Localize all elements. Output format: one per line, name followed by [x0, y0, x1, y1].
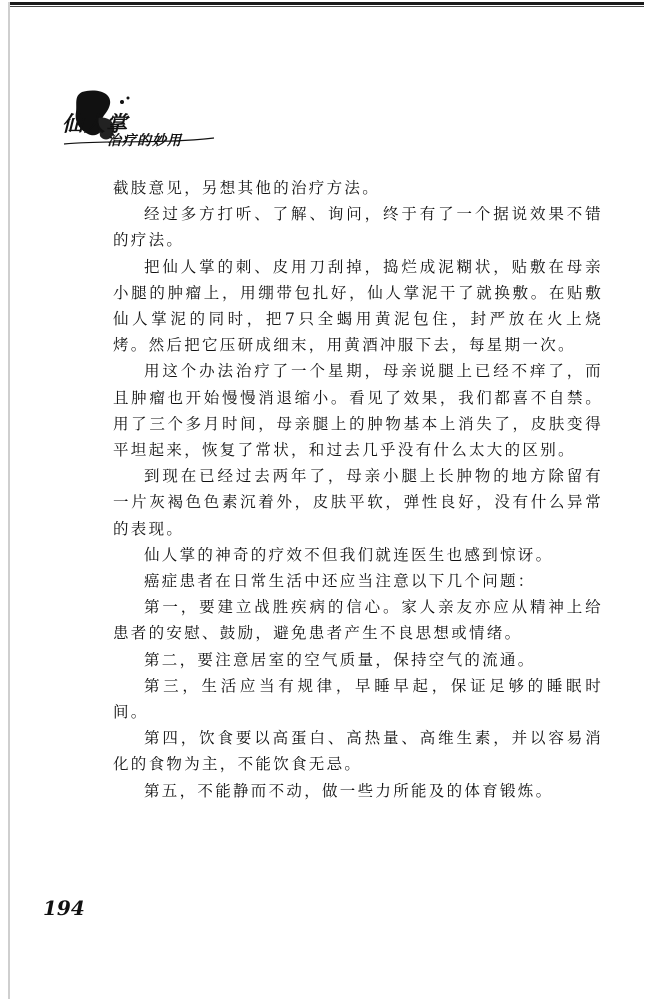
paragraph: 癌症患者在日常生活中还应当注意以下几个问题：	[144, 572, 536, 591]
paragraph: 第五，不能静而不动，做一些力所能及的体育锻炼。	[144, 781, 554, 800]
paragraph: 把仙人掌的刺、皮用刀刮掉，捣烂成泥糊状，贴敷在母亲小腿的肿瘤上，用绷带包扎好，仙人掌泥干了就换敷。在贴敷仙人掌泥的同时，把7只全蝎用黄泥包住，封严放在火上烧烤。然后把它压研成细末，用黄酒冲服下去，每星期一次。	[113, 257, 603, 355]
paragraph: 截肢意见，另想其他的治疗方法。	[113, 179, 381, 197]
header-subtitle: 治疗的妙用	[107, 133, 182, 149]
top-rule-thin	[10, 6, 644, 7]
paragraph: 用这个办法治疗了一个星期，母亲说腿上已经不痒了，而且肿瘤也开始慢慢消退缩小。看见了效果，我们都喜不自禁。用了三个多月时间，母亲腿上的肿物基本上消失了，皮肤变得平坦起来，恢复了常状，和过去几乎没有什么太大的区别。	[113, 362, 603, 460]
paragraph: 第二，要注意居室的空气质量，保持空气的流通。	[144, 650, 536, 669]
header-title: 仙人掌	[62, 111, 128, 136]
paragraph: 仙人掌的神奇的疗效不但我们就连医生也感到惊讶。	[144, 545, 554, 564]
top-rule	[10, 2, 644, 5]
paragraph: 第四，饮食要以高蛋白、高热量、高维生素，并以容易消化的食物为主，不能饮食无忌。	[113, 729, 603, 774]
paragraph: 第三，生活应当有规律，早睡早起，保证足够的睡眠时间。	[113, 676, 603, 722]
paragraph: 经过多方打听、了解、询问，终于有了一个据说效果不错的疗法。	[113, 205, 603, 250]
paragraph: 第一，要建立战胜疾病的信心。家人亲友亦应从精神上给患者的安慰、鼓励，避免患者产生不良思想或情绪。	[113, 598, 603, 643]
body-text	[113, 175, 603, 804]
page-scan-edge	[8, 2, 10, 999]
paragraph: 到现在已经过去两年了，母亲小腿上长肿物的地方除留有一片灰褐色色素沉着外，皮肤平软，弹性良好，没有什么异常的表现。	[113, 467, 603, 538]
page-number: 194	[43, 896, 85, 920]
